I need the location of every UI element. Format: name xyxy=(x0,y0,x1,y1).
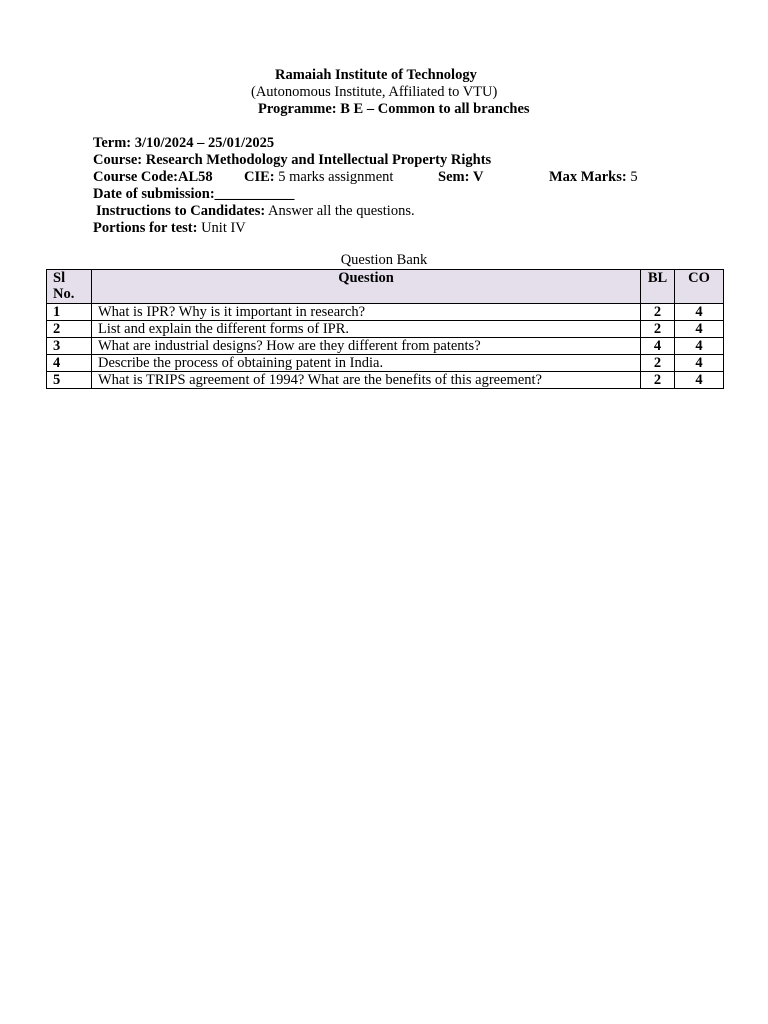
portions-value: Unit IV xyxy=(201,220,246,236)
sem-value: V xyxy=(473,169,484,185)
cell-question: What is TRIPS agreement of 1994? What are the benefits of this agreement? xyxy=(92,372,641,389)
instructions-line xyxy=(93,203,733,220)
course-code-line xyxy=(93,169,733,186)
question-bank-caption: Question Bank xyxy=(340,252,428,268)
institute-name: Ramaiah Institute of Technology xyxy=(275,67,477,83)
cell-sl: 5 xyxy=(47,372,92,389)
table-header-row xyxy=(47,270,724,304)
term-line: Term: 3/10/2024 – 25/01/2025 xyxy=(93,135,275,151)
course-details xyxy=(93,135,733,237)
cie-value: 5 marks assignment xyxy=(278,169,394,185)
cie-label: CIE: xyxy=(244,169,275,185)
cell-co: 4 xyxy=(675,321,724,338)
cell-question: What is IPR? Why is it important in research? xyxy=(92,304,641,321)
cell-sl: 4 xyxy=(47,355,92,372)
header-question: Question xyxy=(92,270,641,304)
portions-line xyxy=(93,220,733,237)
course-line: Course: Research Methodology and Intellectual Property Rights xyxy=(93,152,492,168)
table-row xyxy=(47,372,724,389)
max-marks-field xyxy=(549,169,638,186)
date-of-submission: Date of submission:___________ xyxy=(93,186,295,202)
institute-affiliation: (Autonomous Institute, Affiliated to VTU) xyxy=(251,84,498,100)
header-sl-line1: Sl xyxy=(53,270,66,286)
table-row xyxy=(47,355,724,372)
cie-field xyxy=(244,169,393,186)
cell-question: Describe the process of obtaining patent in India. xyxy=(92,355,641,372)
instructions-label: Instructions to Candidates: xyxy=(96,203,266,219)
cell-bl: 4 xyxy=(641,338,675,355)
header-sl-line2: No. xyxy=(53,286,75,302)
sem-field xyxy=(438,169,484,186)
cell-question: What are industrial designs? How are they different from patents? xyxy=(92,338,641,355)
sem-label: Sem: xyxy=(438,169,470,185)
cell-co: 4 xyxy=(675,338,724,355)
cell-sl: 2 xyxy=(47,321,92,338)
max-marks-label: Max Marks: xyxy=(549,169,627,185)
cell-sl: 1 xyxy=(47,304,92,321)
cell-bl: 2 xyxy=(641,321,675,338)
instructions-value: Answer all the questions. xyxy=(268,203,415,219)
header-co: CO xyxy=(675,270,724,304)
cell-sl: 3 xyxy=(47,338,92,355)
programme-line: Programme: B E – Common to all branches xyxy=(258,101,530,117)
cell-bl: 2 xyxy=(641,372,675,389)
cell-co: 4 xyxy=(675,304,724,321)
question-bank-table xyxy=(46,269,724,389)
header-bl: BL xyxy=(641,270,675,304)
course-code: Course Code:AL58 xyxy=(93,169,213,185)
cell-bl: 2 xyxy=(641,355,675,372)
table-row xyxy=(47,321,724,338)
table-row xyxy=(47,338,724,355)
max-marks-value: 5 xyxy=(630,169,638,185)
header-sl-no xyxy=(47,270,92,304)
cell-co: 4 xyxy=(675,372,724,389)
cell-co: 4 xyxy=(675,355,724,372)
portions-label: Portions for test: xyxy=(93,220,198,236)
cell-bl: 2 xyxy=(641,304,675,321)
table-row xyxy=(47,304,724,321)
cell-question: List and explain the different forms of IPR. xyxy=(92,321,641,338)
